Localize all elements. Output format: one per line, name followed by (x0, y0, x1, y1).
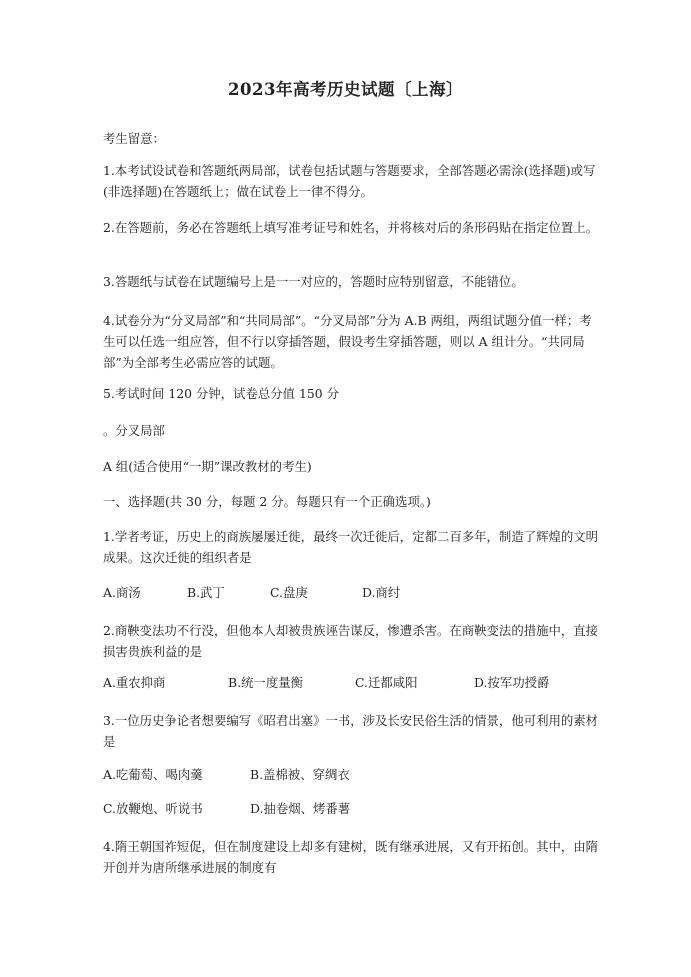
option-c: C.盘庚 (270, 585, 308, 600)
notice-item-5: 5.考试时间 120 分钟，试卷总分值 150 分 (103, 386, 339, 401)
notice-item-3: 3.答题纸与试卷在试题编号上是一一对应的，答题时应特别留意，不能错位。 (103, 274, 524, 289)
option-a: A.吃葡萄、喝肉羹 (103, 767, 203, 782)
notice-item-4: 4.试卷分为“分叉局部”和“共同局部”。“分叉局部”分为 A.B 两组，两组试题分值一样；考生可以任选一组应答，但不行以穿插答题，假设考生穿插答题，则以 A 组计分。“共同局部”为全部考生必需应答的试题。 (103, 313, 592, 370)
option-a: A.重农抑商 (103, 675, 166, 690)
option-c: C.放鞭炮、听说书 (103, 801, 203, 816)
option-d: D.按军功授爵 (474, 675, 550, 690)
option-d: D.商纣 (362, 585, 401, 600)
option-a: A.商汤 (103, 585, 141, 600)
notice-heading: 考生留意： (103, 131, 165, 146)
option-b: B.统一度量衡 (228, 675, 303, 690)
option-b: B.武丁 (187, 585, 225, 600)
option-c: C.迁都咸阳 (355, 675, 418, 690)
notice-item-2: 2.在答题前，务必在答题纸上填写准考证号和姓名，并将核对后的条形码贴在指定位置上。 (103, 220, 599, 235)
option-d: D.抽卷烟、烤番薯 (250, 801, 351, 816)
question-type-heading: 一、选择题(共 30 分，每题 2 分。每题只有一个正确选项。) (103, 494, 431, 509)
question-1-stem: 1.学者考证，历史上的商族屡屡迁徙，最终一次迁徙后，定都二百多年，制造了辉煌的文明成果。这次迁徙的组织者是 (103, 529, 599, 565)
question-4-stem: 4.隋王朝国祚短促，但在制度建设上却多有建树，既有继承进展，又有开拓创。其中，由隋开创并为唐所继承进展的制度有 (103, 839, 599, 875)
section-label: 。分叉局部 (103, 423, 165, 438)
question-3-stem: 3.一位历史争论者想要编写《昭君出塞》一书，涉及长安民俗生活的情景，他可利用的素材是 (103, 713, 599, 749)
page-title: 2023年高考历史试题〔上海〕 (228, 80, 463, 99)
group-label: A 组(适合使用“一期”课改教材的考生) (103, 459, 312, 474)
question-2-stem: 2.商鞅变法功不行没，但他本人却被贵族诬告谋反，惨遭杀害。在商鞅变法的措施中，直接损害贵族利益的是 (103, 623, 599, 659)
option-b: B.盖棉被、穿绸衣 (250, 767, 350, 782)
notice-item-1: 1.本考试设试卷和答题纸两局部，试卷包括试题与答题要求，全部答题必需涂(选择题)或写(非选择题)在答题纸上；做在试卷上一律不得分。 (103, 163, 596, 199)
